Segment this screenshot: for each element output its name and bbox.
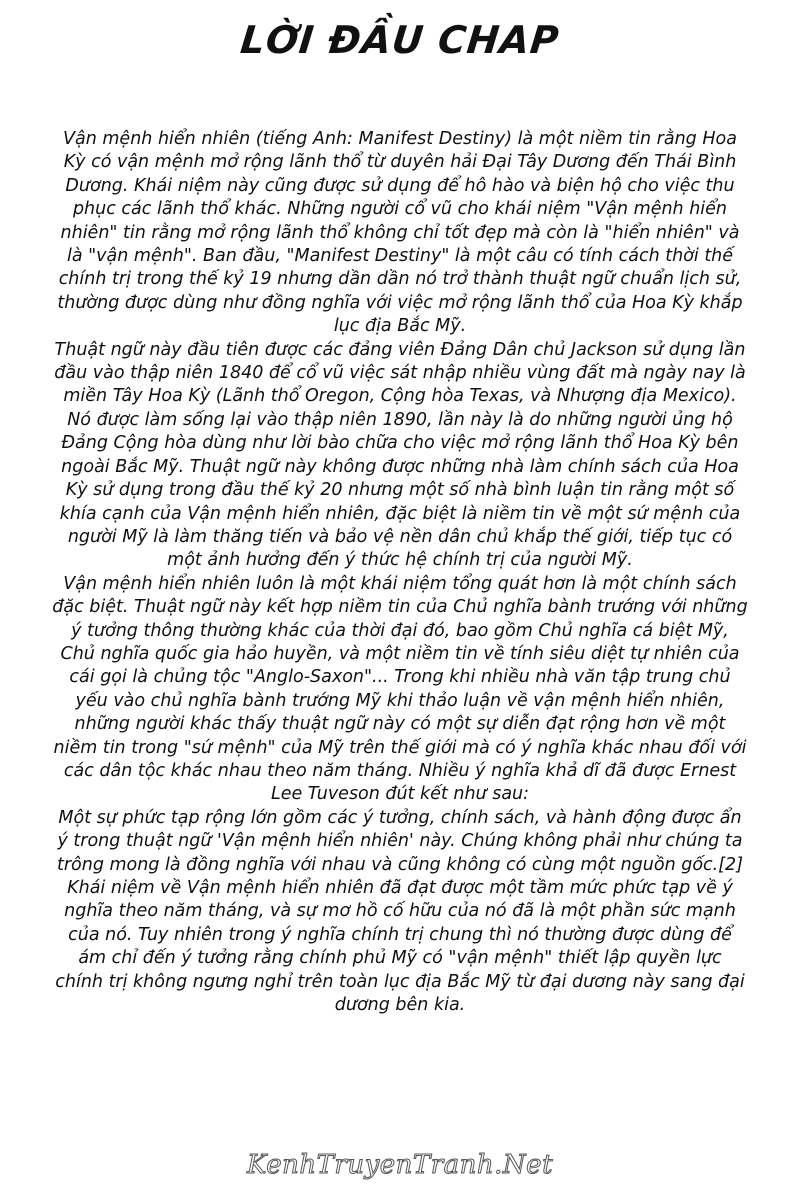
paragraph-4: Một sự phức tạp rộng lớn gồm các ý tưởng, chính sách, và hành động được ẩn ý trong thuật ngữ 'Vận mệnh hiển nhiên' này. Chúng không phải như chúng ta trông mong là đồng nghĩa với nhau và cũng không có cùng một nguồn gốc.[2] Khái niệm về Vận mệnh hiển nhiên đã đạt được một tầm mức phức tạp về ý nghĩa theo năm tháng, và sự mơ hồ cố hữu của nó đã là một phần sức mạnh của nó. Tuy nhiên trong ý nghĩa chính trị chung thì nó thường được dùng để ám chỉ đến ý tưởng rằng chính phủ Mỹ có "vận mệnh" thiết lập quyền lực chính trị không ngưng nghỉ trên toàn lục địa Bắc Mỹ từ đại dương này sang đại dương bên kia. bbox=[55, 807, 745, 1016]
paragraph-3: Vận mệnh hiển nhiên luôn là một khái niệm tổng quát hơn là một chính sách đặc biệt. Thuật ngữ này kết hợp niềm tin của Chủ nghĩa bành trướng với những ý tưởng thông thường khác của thời đại đó, bao gồm Chủ nghĩa cá biệt Mỹ, Chủ nghĩa quốc gia hảo huyền, và một niềm tin về tính siêu diệt tự nhiên của cái gọi là chủng tộc "Anglo-Saxon"... Trong khi nhiều nhà văn tập trung chủ yếu vào chủ nghĩa bành trướng Mỹ khi thảo luận về vận mệnh hiển nhiên, những người khác thấy thuật ngữ này có một sự diễn đạt rộng hơn về một niềm tin trong "sứ mệnh" của Mỹ trên thế giới mà có ý nghĩa khác nhau đối với các dân tộc khác nhau theo năm tháng. Nhiều ý nghĩa khả dĩ đã được Ernest Lee Tuveson đút kết như sau: bbox=[52, 573, 748, 805]
site-watermark: KenhTruyenTranh.Net bbox=[246, 1150, 554, 1180]
paragraph-2: Thuật ngữ này đầu tiên được các đảng viên Đảng Dân chủ Jackson sử dụng lần đầu vào thập niên 1840 để cổ vũ việc sát nhập nhiều vùng đất mà ngày nay là miền Tây Hoa Kỳ (Lãnh thổ Oregon, Cộng hòa Texas, và Nhượng địa Mexico). Nó được làm sống lại vào thập niên 1890, lần này là do những người ủng hộ Đảng Cộng hòa dùng như lời bào chữa cho việc mở rộng lãnh thổ Hoa Kỳ bên ngoài Bắc Mỹ. Thuật ngữ này không được những nhà làm chính sách của Hoa Kỳ sử dụng trong đầu thế kỷ 20 nhưng một số nhà bình luận tin rằng một số khía cạnh của Vận mệnh hiển nhiên, đặc biệt là niềm tin về một sứ mệnh của người Mỹ là làm thăng tiến và bảo vệ nền dân chủ khắp thế giới, tiếp tục có một ảnh hưởng đến ý thức hệ chính trị của người Mỹ. bbox=[54, 339, 746, 571]
body-text bbox=[52, 128, 748, 1017]
paragraph-1: Vận mệnh hiển nhiên (tiếng Anh: Manifest Destiny) là một niềm tin rằng Hoa Kỳ có vận mệnh mở rộng lãnh thổ từ duyên hải Đại Tây Dương đến Thái Bình Dương. Khái niệm này cũng được sử dụng để hô hào và biện hộ cho việc thu phục các lãnh thổ khác. Những người cổ vũ cho khái niệm "Vận mệnh hiển nhiên" tin rằng mở rộng lãnh thổ không chỉ tốt đẹp mà còn là "hiển nhiên" và là "vận mệnh". Ban đầu, "Manifest Destiny" là một câu có tính cách thời thế chính trị trong thế kỷ 19 nhưng dần dần nó trở thành thuật ngữ chuẩn lịch sử, thường được dùng như đồng nghĩa với việc mở rộng lãnh thổ của Hoa Kỳ khắp lục địa Bắc Mỹ. bbox=[57, 129, 743, 337]
page-title: LỜI ĐẦU CHAP bbox=[238, 18, 562, 62]
